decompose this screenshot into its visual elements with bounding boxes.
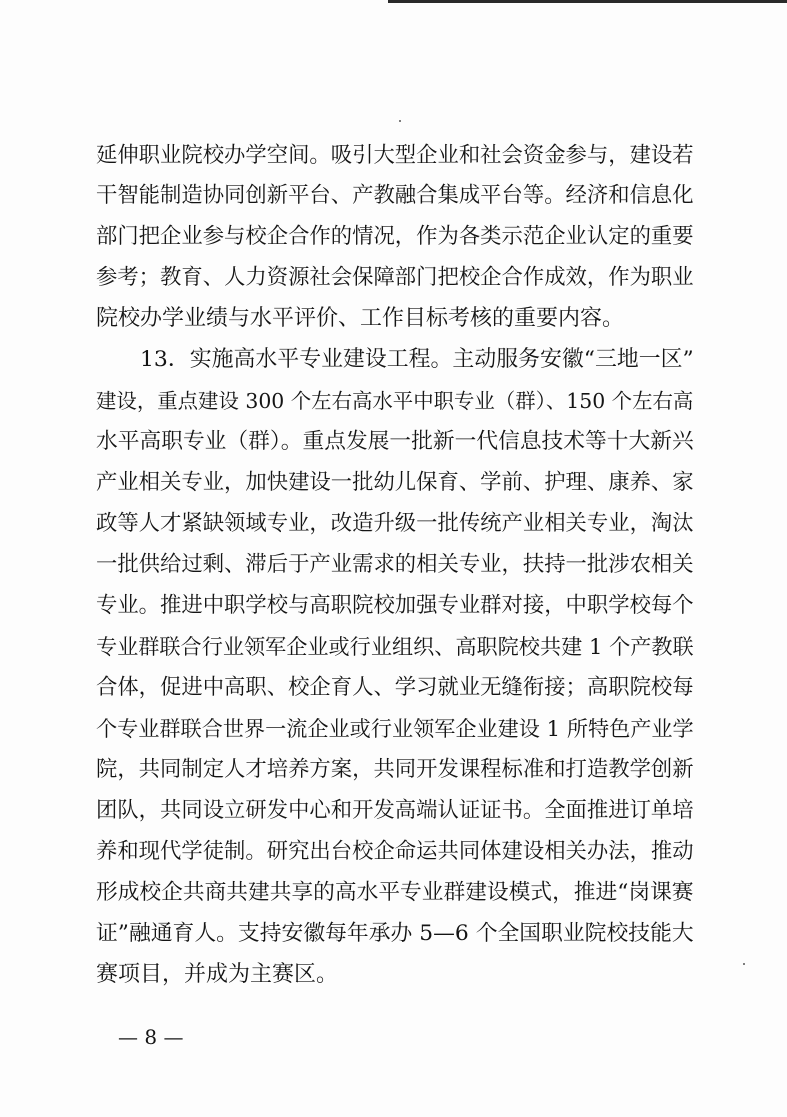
paragraph-2-line-3: 水平高职专业（群）。重点发展一批新一代信息技术等十大新兴 bbox=[96, 429, 694, 454]
paragraph-2-line-16: 赛项目，并成为主赛区。 bbox=[96, 962, 339, 987]
paragraph-2-line-5: 政等人才紧缺领域专业，改造升级一批传统产业相关专业，淘汰 bbox=[96, 511, 694, 536]
paragraph-1-line-5: 院校办学业绩与水平评价、工作目标考核的重要内容。 bbox=[96, 306, 625, 331]
paragraph-2-line-8: 专业群联合行业领军企业或行业组织、高职院校共建 1 个产教联 bbox=[96, 634, 694, 659]
paragraph-1-line-2: 干智能制造协同创新平台、产教融合集成平台等。经济和信息化 bbox=[96, 183, 694, 208]
scan-speck bbox=[399, 120, 401, 122]
paragraph-1-line-3: 部门把企业参与校企合作的情况，作为各类示范企业认定的重要 bbox=[96, 224, 694, 249]
paragraph-2-line-1: 13．实施高水平专业建设工程。主动服务安徽“三地一区” bbox=[140, 347, 694, 372]
paragraph-1-line-1: 延伸职业院校办学空间。吸引大型企业和社会资金参与，建设若 bbox=[96, 143, 694, 168]
paragraph-2-line-12: 团队，共同设立研发中心和开发高端认证证书。全面推进订单培 bbox=[96, 798, 694, 823]
paragraph-2-line-14: 形成校企共商共建共享的高水平专业群建设模式，推进“岗课赛 bbox=[96, 880, 694, 905]
page-number: — 8 — bbox=[118, 1025, 184, 1049]
paragraph-2-line-15: 证”融通育人。支持安徽每年承办 5—6 个全国职业院校技能大 bbox=[96, 921, 694, 946]
scan-speck bbox=[743, 963, 745, 965]
paragraph-2-line-7: 专业。推进中职学校与高职院校加强专业群对接，中职学校每个 bbox=[96, 593, 694, 618]
paragraph-2-line-10: 个专业群联合世界一流企业或行业领军企业建设 1 所特色产业学 bbox=[96, 716, 694, 741]
paragraph-2-line-13: 养和现代学徒制。研究出台校企命运共同体建设相关办法，推动 bbox=[96, 839, 694, 864]
paragraph-2-line-2: 建设，重点建设 300 个左右高水平中职专业（群）、150 个左右高 bbox=[96, 389, 694, 413]
paragraph-2-line-11: 院，共同制定人才培养方案，共同开发课程标准和打造教学创新 bbox=[96, 757, 694, 782]
paragraph-1-line-4: 参考；教育、人力资源社会保障部门把校企合作成效，作为职业 bbox=[96, 265, 694, 290]
scan-edge-line bbox=[388, 0, 787, 3]
paragraph-2-line-6: 一批供给过剩、滞后于产业需求的相关专业，扶持一批涉农相关 bbox=[96, 552, 694, 577]
paragraph-2-line-9: 合体，促进中高职、校企育人、学习就业无缝衔接；高职院校每 bbox=[96, 675, 694, 700]
paragraph-2-line-4: 产业相关专业，加快建设一批幼儿保育、学前、护理、康养、家 bbox=[96, 470, 694, 495]
